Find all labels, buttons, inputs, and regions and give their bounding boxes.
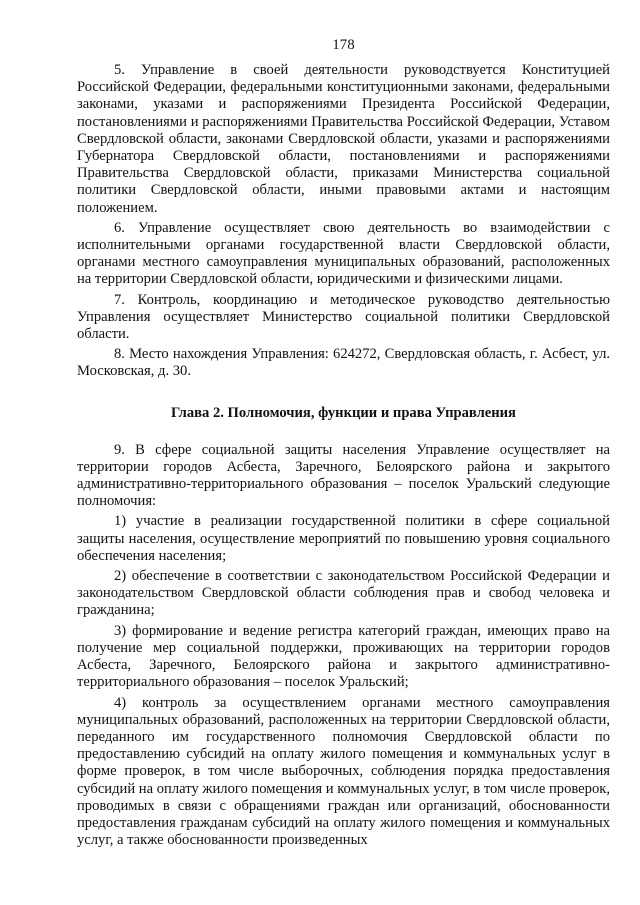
list-item-4: 4) контроль за осуществлением органами местного самоуправления муниципальных образований, расположенных на территории Свердловской области, переданного им государственного полномочия Свердловской области по предоставлению субсидий на оплату жилого помещения и коммунальных услуг в форме проверок, в том числе выборочных, соблюдения порядка предоставления субсидий на оплату жилого помещения и коммунальных услуг, в том числе проверок, проводимых в связи с обращениями граждан или организаций, обоснованности предоставления гражданам субсидий на оплату жилого помещения и коммунальных услуг, а также обоснованности произведенных: [77, 694, 610, 849]
chapter-title: Глава 2. Полномочия, функции и права Управления: [171, 404, 516, 421]
paragraph-5: 5. Управление в своей деятельности руководствуется Конституцией Российской Федерации, федеральными конституционными законами, федеральными законами, указами и распоряжениями Президента Российской Федерации, постановлениями и распоряжениями Правительства Российской Федерации, Уставом Свердловской области, законами Свердловской области, указами и распоряжениями Губернатора Свердловской области, постановлениями и распоряжениями Правительства Свердловской области, приказами Министерства социальной политики Свердловской области, иными правовыми актами и настоящим положением.: [77, 62, 610, 216]
page-number: 178: [332, 37, 355, 53]
paragraph-8: 8. Место нахождения Управления: 624272, Свердловская область, г. Асбест, ул. Московская, д. 30.: [77, 346, 610, 380]
paragraph-6: 6. Управление осуществляет свою деятельность во взаимодействии с исполнительными органами государственной власти Свердловской области, органами местного самоуправления муниципальных образований, расположенных на территории Свердловской области, юридическими и физическими лицами.: [77, 219, 610, 288]
list-item-2: 2) обеспечение в соответствии с законодательством Российской Федерации и законодательством Свердловской области соблюдения прав и свобод человека и гражданина;: [77, 568, 610, 619]
paragraph-9: 9. В сфере социальной защиты населения Управление осуществляет на территории городов Асбеста, Заречного, Белоярского района и закрытого административно-территориального образования – поселок Уральский следующие полномочия:: [77, 441, 610, 510]
list-item-1: 1) участие в реализации государственной политики в сфере социальной защиты населения, осуществление мероприятий по повышению уровня социального обеспечения населения;: [77, 513, 610, 564]
paragraph-7: 7. Контроль, координацию и методическое руководство деятельностью Управления осуществляет Министерство социальной политики Свердловской области.: [77, 291, 610, 343]
document-page: [77, 36, 610, 852]
list-item-3: 3) формирование и ведение регистра категорий граждан, имеющих право на получение мер социальной поддержки, проживающих на территории городов Асбеста, Заречного, Белоярского района и закрытого административно-территориального образования – поселок Уральский;: [77, 622, 610, 691]
